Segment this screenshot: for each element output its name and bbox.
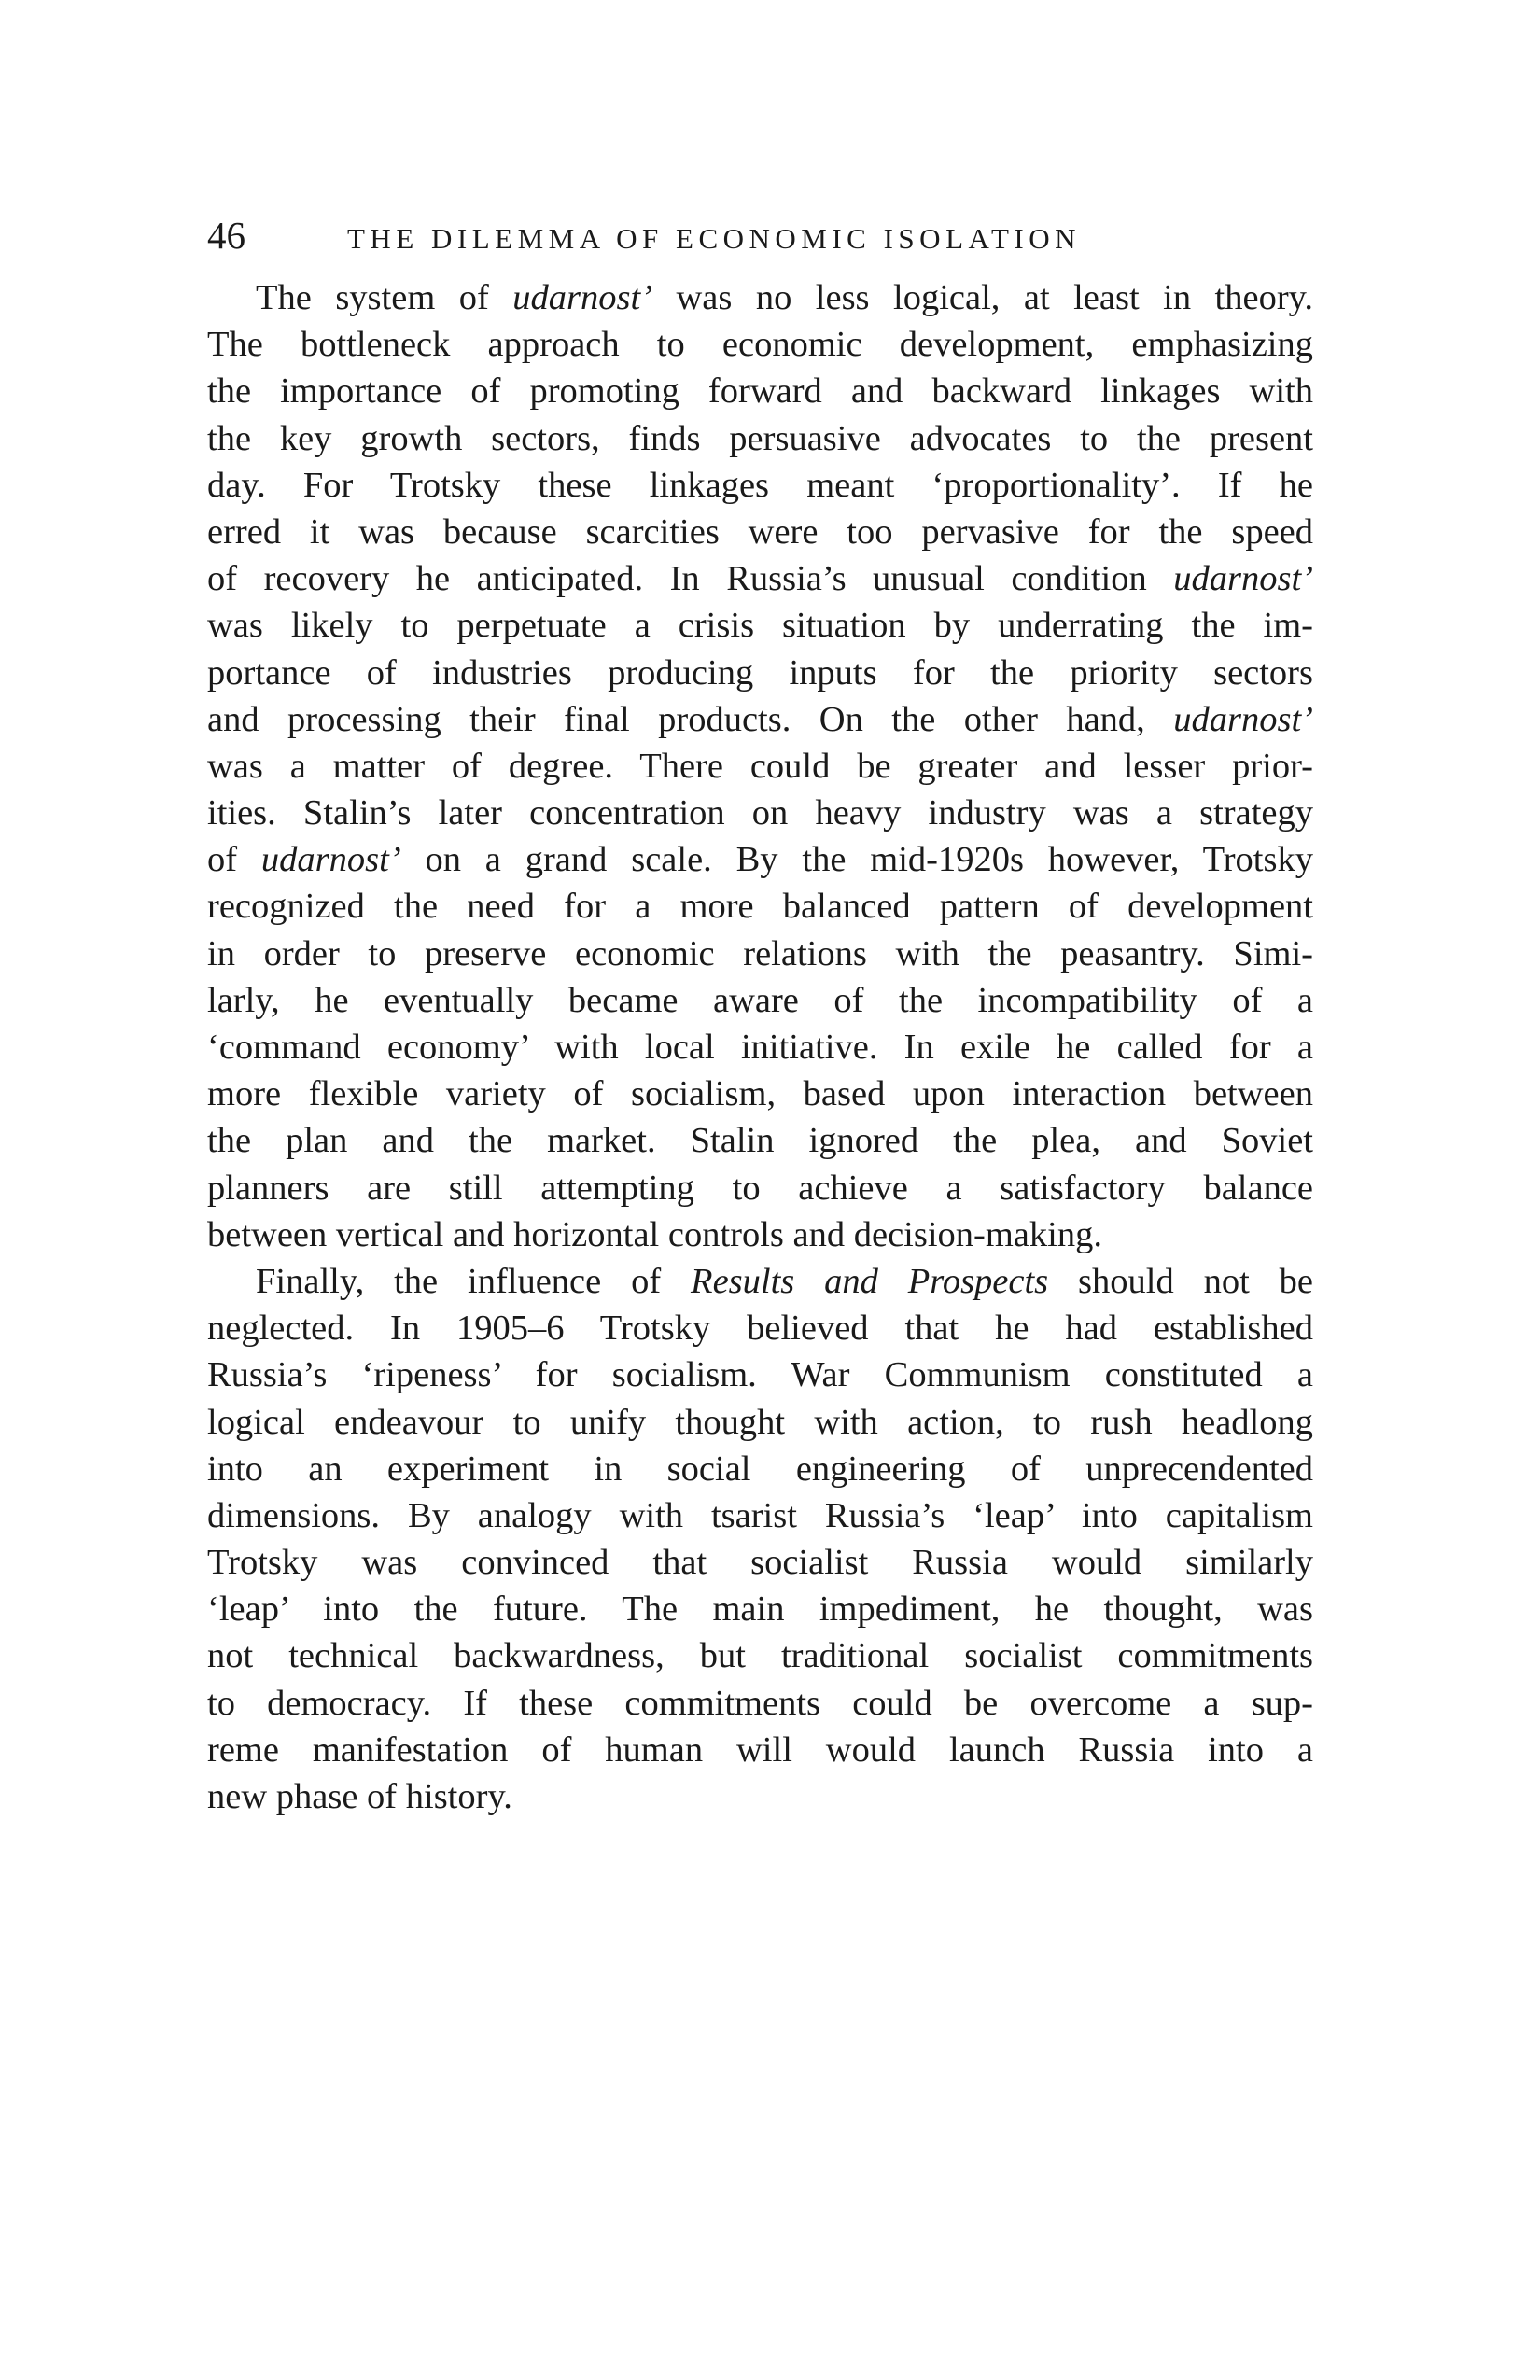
text-line: ities. Stalin’s later concentration on heavy industry was a strategy (207, 793, 1313, 833)
book-title: Results and Prospects (691, 1261, 1049, 1301)
text-line: planners are still attempting to achieve a satisfactory balance (207, 1168, 1313, 1208)
text-line: day. For Trotsky these linkages meant ‘proportionality’. If he (207, 465, 1313, 505)
text-line: ‘command economy’ with local initiative. In exile he called for a (207, 1028, 1313, 1067)
italic-term: udarnost’ (512, 278, 653, 317)
text-line: erred it was because scarcities were too pervasive for the speed (207, 511, 1313, 552)
text-line: into an experiment in social engineering of unprecendented (207, 1449, 1313, 1489)
italic-term: udarnost’ (1173, 699, 1313, 739)
page-number: 46 (207, 214, 245, 257)
text-line: The bottleneck approach to economic development, emphasizing (207, 325, 1313, 365)
text-line: portance of industries producing inputs for the priority sectors (207, 652, 1313, 693)
text-line: was likely to perpetuate a crisis situation by underrating the im- (207, 606, 1313, 646)
text-line: and processing their final products. On the other hand, udarnost’ (207, 699, 1313, 739)
running-head (207, 213, 1313, 269)
text-line: the plan and the market. Stalin ignored the plea, and Soviet (207, 1121, 1313, 1161)
text-line: The system of udarnost’ was no less logical, at least in theory. (256, 278, 1314, 317)
text-line: new phase of history. (207, 1777, 512, 1816)
text-line: logical endeavour to unify thought with action, to rush headlong (207, 1402, 1313, 1442)
text-line: in order to preserve economic relations with the peasantry. Simi- (207, 933, 1313, 973)
text-run: Finally, the influence of (256, 1261, 692, 1301)
text-line: to democracy. If these commitments could be overcome a sup- (207, 1683, 1313, 1723)
text-line: of udarnost’ on a grand scale. By the mid-1920s however, Trotsky (207, 840, 1313, 880)
text-line: was a matter of degree. There could be greater and lesser prior- (207, 746, 1313, 786)
text-line: Russia’s ‘ripeness’ for socialism. War Communism constituted a (207, 1355, 1313, 1395)
text-line: recognized the need for a more balanced pattern of development (207, 887, 1313, 927)
text-line: the importance of promoting forward and backward linkages with (207, 371, 1313, 412)
running-title: THE DILEMMA OF ECONOMIC ISOLATION (347, 222, 1081, 255)
text-line: Trotsky was convinced that socialist Russia would similarly (207, 1543, 1313, 1583)
body-text (207, 274, 1313, 1820)
text-line: between vertical and horizontal controls and decision-making. (207, 1214, 1102, 1254)
text-line: larly, he eventually became aware of the incompatibility of a (207, 980, 1313, 1020)
text-line: of recovery he anticipated. In Russia’s unusual condition udarnost’ (207, 559, 1313, 599)
italic-term: udarnost’ (1173, 559, 1313, 599)
text-run: should not be (1048, 1261, 1314, 1301)
text-line: dimensions. By analogy with tsarist Russia’s ‘leap’ into capitalism (207, 1495, 1313, 1535)
text-line: more flexible variety of socialism, based upon interaction between (207, 1074, 1313, 1114)
text-line (207, 1258, 1313, 1305)
text-line: not technical backwardness, but traditional socialist commitments (207, 1636, 1313, 1676)
text-line: ‘leap’ into the future. The main impediment, he thought, was (207, 1589, 1313, 1630)
text-line: neglected. In 1905–6 Trotsky believed that he had established (207, 1309, 1313, 1349)
text-line: the key growth sectors, finds persuasive advocates to the present (207, 418, 1313, 458)
text-line: reme manifestation of human will would launch Russia into a (207, 1729, 1313, 1770)
italic-term: udarnost’ (260, 840, 401, 880)
